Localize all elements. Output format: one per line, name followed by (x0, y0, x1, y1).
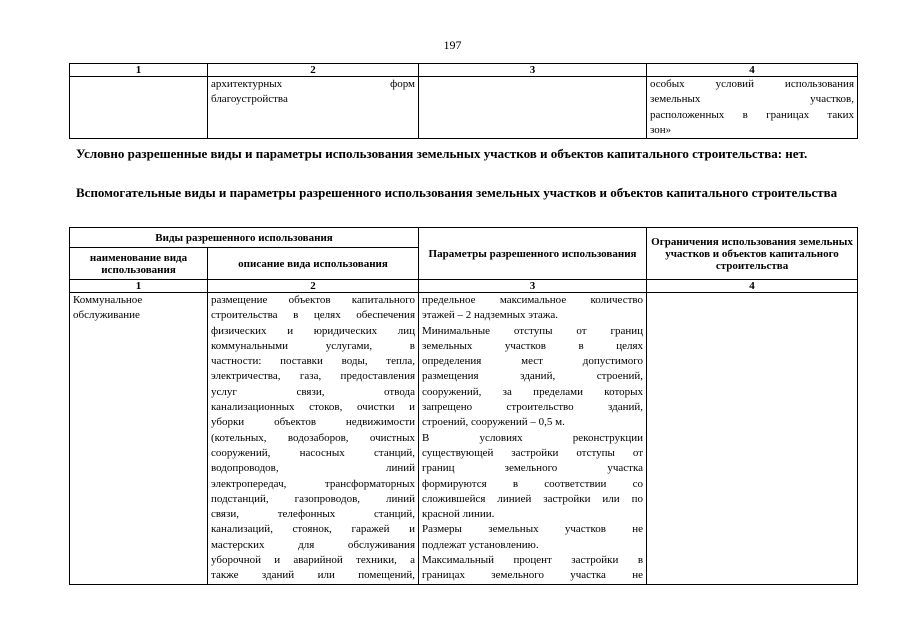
cell-description: архитектурных форм благоустройства (208, 77, 419, 139)
text-line: границ земельного участка (422, 462, 644, 475)
text-line: сложившейся линией застройки или по (422, 492, 644, 505)
cell-params (419, 77, 647, 139)
text-line: предельное максимальное количество (422, 294, 644, 306)
cell-use-name: Коммунальное обслуживание (70, 293, 208, 585)
column-number-row (70, 64, 858, 77)
text-line: Максимальный процент застройки в (422, 554, 644, 567)
text-line: Минимальные отступы от границ (422, 324, 644, 337)
text-line: также зданий или помещений, (211, 569, 416, 582)
continued-table (69, 63, 858, 139)
cell-restrictions: особых условий использования земельных участков, расположенных в границах таких зон» (647, 77, 858, 139)
auxiliary-uses-heading: Вспомогательные виды и параметры разрешенного использования земельных участков и объектов капитального строительства (76, 185, 838, 200)
text-line: размещения зданий, строений, (422, 370, 644, 383)
col-number-4: 4 (647, 280, 858, 293)
table-row (70, 293, 858, 585)
col-number-3: 3 (419, 280, 647, 293)
text-line: определения мест допустимого (422, 355, 644, 368)
text-line: строительства в целях обеспечения (211, 309, 416, 322)
group-header: Виды разрешенного использования (70, 228, 419, 248)
cell-use-params (419, 293, 647, 585)
text-line: подстанций, газопроводов, линий (211, 492, 416, 505)
name-header: наименование вида использования (70, 248, 208, 280)
column-number-row (70, 280, 858, 293)
conditional-uses-heading: Условно разрешенные виды и параметры использования земельных участков и объектов капитального строительства: нет. (76, 146, 808, 161)
text-line: сооружений, насосных станций, (211, 446, 416, 459)
text-line: сооружений, за пределами которых (422, 385, 644, 398)
col-number-2: 2 (208, 280, 419, 293)
text-line: Размеры земельных участков не (422, 523, 644, 536)
text-line: мастерских для обслуживания (211, 538, 416, 551)
text-line: связи, телефонных станций, (211, 508, 416, 521)
col-number-2: 2 (208, 64, 419, 77)
cell-use-restrictions (647, 293, 858, 585)
text-line: коммунальными услугами, в (211, 339, 416, 352)
table-row (70, 77, 858, 139)
text-line: запрещено строительство зданий, (422, 401, 644, 414)
text-line: подлежат установлению. (422, 538, 539, 551)
text-line: границах земельного участка не (422, 569, 644, 582)
col-number-3: 3 (419, 64, 647, 77)
description-header: описание вида использования (208, 248, 419, 280)
col-number-4: 4 (647, 64, 858, 77)
cell-use-description (208, 293, 419, 585)
text-line: красной линии. (422, 508, 495, 521)
text-line: этажей – 2 надземных этажа. (422, 309, 559, 322)
text-line: электропередач, трансформаторных (211, 477, 416, 490)
text-line: уборочной и аварийной техники, а (211, 554, 416, 567)
text-line: услуг связи, отвода (211, 385, 416, 398)
col-number-1: 1 (70, 280, 208, 293)
text-line: канализаций, стоянок, гаражей и (211, 523, 416, 536)
page-number: 197 (443, 38, 462, 52)
text-line: строений, сооружений – 0,5 м. (422, 416, 565, 429)
text-line: В условиях реконструкции (422, 431, 644, 444)
text-line: электричества, газа, предоставления (211, 370, 416, 383)
text-line: частности: поставки воды, тепла, (211, 355, 416, 368)
params-header: Параметры разрешенного использования (419, 228, 647, 280)
text-line: уборки объектов недвижимости (211, 416, 416, 429)
text-line: существующей застройки отступы от (422, 446, 644, 459)
col-number-1: 1 (70, 64, 208, 77)
text-line: физических и юридических лиц (211, 324, 416, 337)
cell-name (70, 77, 208, 139)
text-line: водопроводов, линий (211, 462, 416, 475)
text-line: размещение объектов капитального (211, 294, 416, 306)
auxiliary-uses-table (69, 227, 858, 585)
restrictions-header: Ограничения использования земельных участков и объектов капитального строительства (647, 228, 858, 280)
text-line: канализационных стоков, очистки и (211, 401, 416, 414)
text-line: формируются в соответствии со (422, 477, 644, 490)
text-line: земельных участков в целях (422, 339, 644, 352)
header-row-1 (70, 228, 858, 248)
text-line: (котельных, водозаборов, очистных (211, 431, 416, 444)
